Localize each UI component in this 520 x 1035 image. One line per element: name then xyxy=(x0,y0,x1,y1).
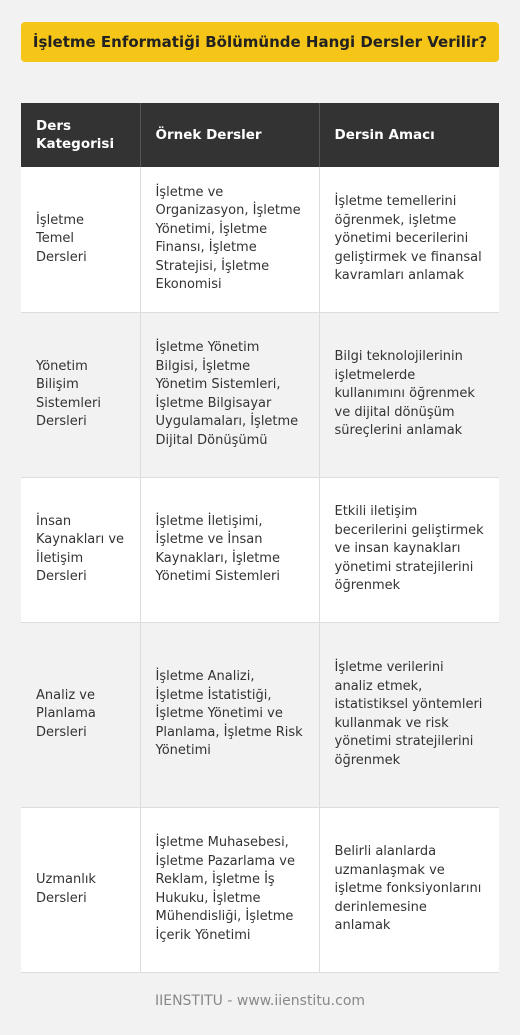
table-row xyxy=(21,477,499,622)
table-row xyxy=(21,622,499,807)
cell-category: Uzmanlık Dersleri xyxy=(21,807,140,972)
table-row xyxy=(21,807,499,972)
cell-courses: İşletme İletişimi, İşletme ve İnsan Kaynakları, İşletme Yönetimi Sistemleri xyxy=(140,477,319,622)
cell-purpose: İşletme temellerini öğrenmek, işletme yönetimi becerilerini geliştirmek ve finansal kavramları anlamak xyxy=(319,167,499,312)
cell-courses: İşletme Yönetim Bilgisi, İşletme Yönetim Sistemleri, İşletme Bilgisayar Uygulamaları, İşletme Dijital Dönüşümü xyxy=(140,312,319,477)
page-title: İşletme Enformatiği Bölümünde Hangi Dersler Verilir? xyxy=(21,22,499,62)
header-courses: Örnek Dersler xyxy=(140,103,319,167)
cell-purpose: Bilgi teknolojilerinin işletmelerde kullanımını öğrenmek ve dijital dönüşüm süreçlerini anlamak xyxy=(319,312,499,477)
cell-purpose: İşletme verilerini analiz etmek, istatistiksel yöntemleri kullanmak ve risk yönetimi stratejilerini öğrenmek xyxy=(319,622,499,807)
courses-table xyxy=(21,103,499,973)
table-header-row xyxy=(21,103,499,167)
cell-purpose: Belirli alanlarda uzmanlaşmak ve işletme fonksiyonlarını derinlemesine anlamak xyxy=(319,807,499,972)
cell-courses: İşletme Analizi, İşletme İstatistiği, İşletme Yönetimi ve Planlama, İşletme Risk Yönetimi xyxy=(140,622,319,807)
cell-courses: İşletme Muhasebesi, İşletme Pazarlama ve Reklam, İşletme İş Hukuku, İşletme Mühendisliği, İşletme İçerik Yönetimi xyxy=(140,807,319,972)
footer-credit: IIENSTITU - www.iienstitu.com xyxy=(154,993,366,1009)
table-row xyxy=(21,167,499,312)
cell-category: Yönetim Bilişim Sistemleri Dersleri xyxy=(21,312,140,477)
cell-courses: İşletme ve Organizasyon, İşletme Yönetimi, İşletme Finansı, İşletme Stratejisi, İşletme Ekonomisi xyxy=(140,167,319,312)
courses-table-container xyxy=(21,103,499,973)
cell-category: İşletme Temel Dersleri xyxy=(21,167,140,312)
table-row xyxy=(21,312,499,477)
cell-purpose: Etkili iletişim becerilerini geliştirmek ve insan kaynakları yönetimi stratejilerini öğrenmek xyxy=(319,477,499,622)
header-category: Ders Kategorisi xyxy=(21,103,140,167)
header-purpose: Dersin Amacı xyxy=(319,103,499,167)
cell-category: İnsan Kaynakları ve İletişim Dersleri xyxy=(21,477,140,622)
cell-category: Analiz ve Planlama Dersleri xyxy=(21,622,140,807)
